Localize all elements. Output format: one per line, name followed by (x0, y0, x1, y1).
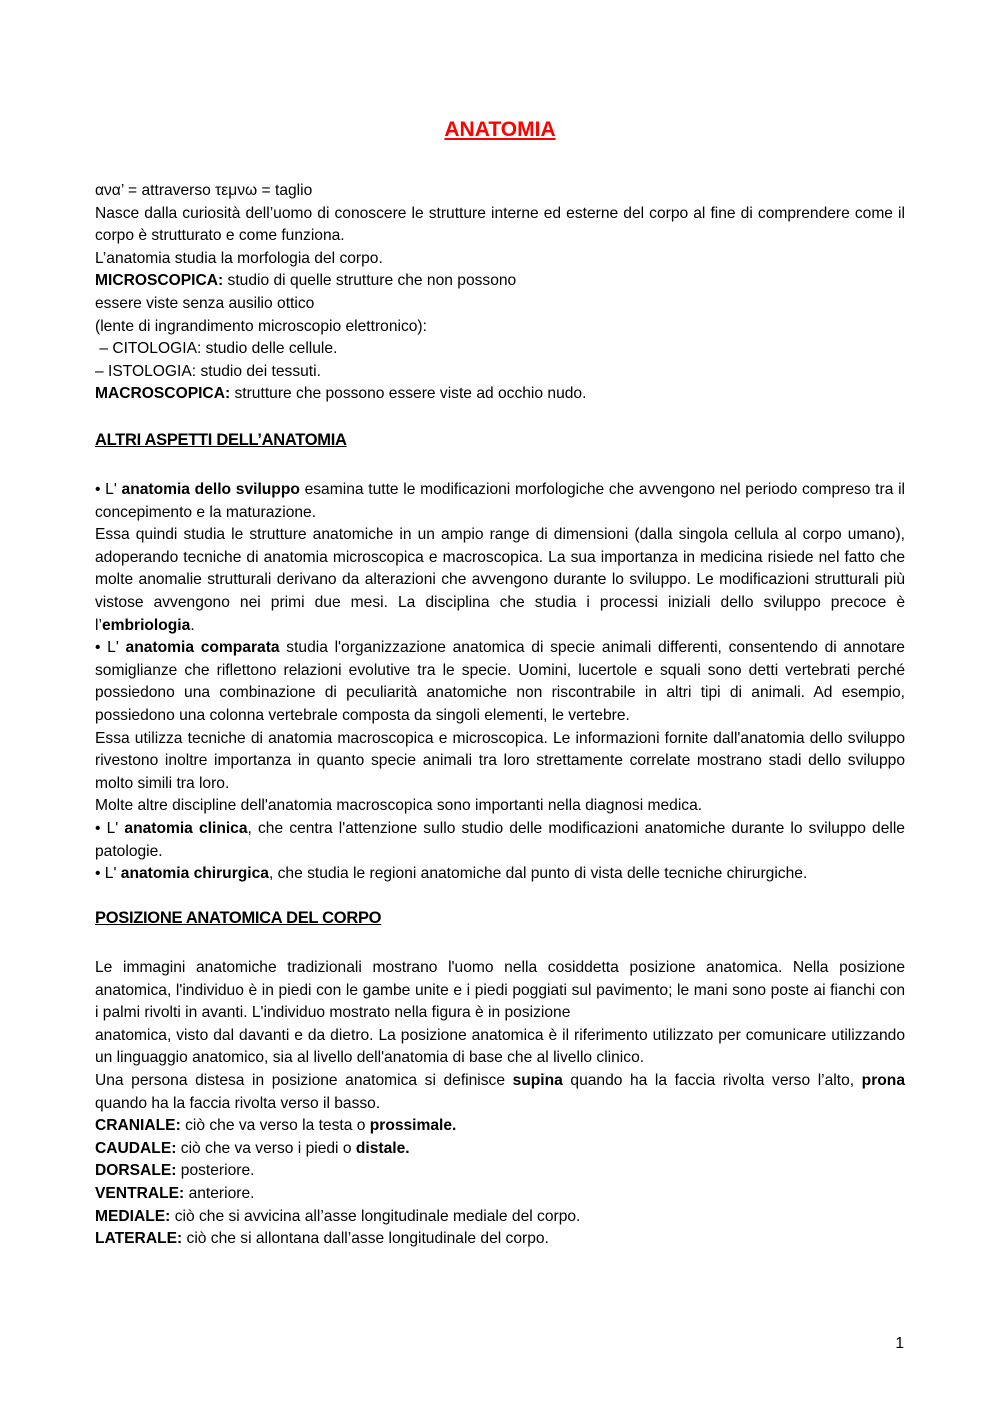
term-text: anteriore. (184, 1184, 255, 1202)
term-bold: prossimale. (369, 1117, 457, 1135)
paragraph-text: . (190, 616, 195, 634)
term-embriologia: embriologia (101, 616, 191, 634)
paragraph-anatomia-comparata (95, 637, 905, 727)
macroscopic-text: strutture che possono essere viste ad occhio nudo. (230, 385, 587, 403)
term-anatomia-chirurgica: anatomia chirurgica (120, 865, 269, 883)
microscopic-text: studio di quelle strutture che non possono (223, 272, 517, 290)
paragraph-text: quando ha la faccia rivolta verso l’alto, (562, 1071, 862, 1089)
paragraph-text: Essa quindi studia le strutture anatomiche in un ampio range di dimensioni (dalla singola cellula al corpo umano), adoperando tecniche di anatomia microscopica e macroscopica. La sua importanza in medicina risiede nel fatto che molte anomalie strutturali derivano da alterazioni che avvengono durante lo sviluppo. Le modificazioni strutturali più vistose avvengono nei primi due mesi. La disciplina che studia i processi iniziali dello sviluppo precoce è l’ (95, 526, 905, 634)
microscopic-text-3: (lente di ingrandimento microscopio elettronico): (95, 317, 427, 335)
paragraph-tecniche: Essa utilizza tecniche di anatomia macroscopica e microscopica. Le informazioni fornite dall'anatomia dello sviluppo rivestono inoltre importanza in quanto specie animali tra loro strettamente correlate mostrano stadi dello sviluppo molto simili tra loro. (95, 729, 905, 792)
posizione-section (95, 957, 905, 1251)
term-text: ciò che si avvicina all’asse longitudinale mediale del corpo. (170, 1207, 581, 1225)
term-label: VENTRALE: (95, 1184, 185, 1202)
term-label: LATERALE: (95, 1230, 183, 1248)
etymology-line: ανα’ = attraverso τεμνω = taglio (95, 182, 313, 199)
bullet: • L' (95, 639, 126, 657)
bullet: • L' (95, 865, 121, 883)
term-ventrale (95, 1183, 905, 1206)
bullet: • L' (95, 819, 125, 837)
paragraph-text: , che centra l'attenzione sullo studio delle modificazioni anatomiche durante lo sviluppo delle patologie. (95, 819, 905, 860)
paragraph-text: Una persona distesa in posizione anatomica si definisce (95, 1071, 513, 1089)
microscopic-text-2: essere viste senza ausilio ottico (95, 294, 315, 312)
citologia-item: – CITOLOGIA: studio delle cellule. (95, 340, 338, 358)
microscopic-definition (95, 270, 905, 293)
paragraph-diagnosi: Molte altre discipline dell'anatomia macroscopica sono importanti nella diagnosi medica. (95, 797, 703, 815)
term-text: ciò che va verso la testa o (180, 1117, 370, 1135)
term-laterale (95, 1228, 905, 1251)
paragraph-text: , che studia le regioni anatomiche dal punto di vista delle tecniche chirurgiche. (268, 865, 808, 883)
term-mediale (95, 1206, 905, 1229)
term-label: CRANIALE: (95, 1117, 181, 1135)
paragraph-anatomia-chirurgica (95, 863, 905, 886)
section-heading-posizione: POSIZIONE ANATOMICA DEL CORPO (95, 909, 382, 927)
paragraph-posizione-2: anatomica, visto dal davanti e da dietro. La posizione anatomica è il riferimento utilizzato per comunicare utilizzando un linguaggio anatomico, sia al livello dell'anatomia di base che al livello clinico. (95, 1026, 905, 1067)
microscopic-label: MICROSCOPICA: (95, 272, 224, 290)
istologia-item: – ISTOLOGIA: studio dei tessuti. (95, 362, 321, 380)
term-text: ciò che si allontana dall’asse longitudinale del corpo. (182, 1230, 549, 1248)
intro-paragraph: Nasce dalla curiosità dell’uomo di conoscere le strutture interne ed esterne del corpo al fine di comprendere come il corpo è strutturato e come funziona. (95, 204, 905, 245)
paragraph-posizione-1: Le immagini anatomiche tradizionali mostrano l'uomo nella cosiddetta posizione anatomica. Nella posizione anatomica, l'individuo è in piedi con le gambe unite e i piedi poggiati sul pavimento; le mani sono poste ai fianchi con i palmi rivolti in avanti. L'individuo mostrato nella figura è in posizione (95, 959, 905, 1022)
paragraph-anatomia-clinica (95, 818, 905, 863)
macroscopic-definition (95, 383, 905, 406)
term-caudale (95, 1138, 905, 1161)
page-number: 1 (895, 1335, 904, 1352)
paragraph-text: studia l'organizzazione anatomica di specie animali differenti, consentendo di annotare somiglianze che riflettono relazioni evolutive tra le specie. Uomini, lucertole e squali sono detti vertebrati perché possiedono una combinazione di peculiarità anatomiche non riscontrabile in altri tipi di animali. Ad esempio, possiedono una colonna vertebrale composta da singoli elementi, le vertebre. (95, 639, 905, 724)
term-label: DORSALE: (95, 1162, 177, 1180)
paragraph-text: quando ha la faccia rivolta verso il basso. (95, 1094, 381, 1112)
bullet: • L' (95, 481, 122, 498)
term-prona: prona (861, 1071, 905, 1089)
term-label: CAUDALE: (95, 1139, 177, 1157)
page-title: ANATOMIA (444, 118, 556, 141)
paragraph-embriologia (95, 524, 905, 637)
intro-section (95, 180, 905, 406)
altri-aspetti-section (95, 479, 905, 886)
term-text: ciò che va verso i piedi o (176, 1139, 356, 1157)
macroscopic-label: MACROSCOPICA: (95, 385, 231, 403)
paragraph-supina-prona (95, 1070, 905, 1115)
term-label: MEDIALE: (95, 1207, 171, 1225)
term-text: posteriore. (176, 1162, 255, 1180)
intro-morphology: L’anatomia studia la morfologia del corpo. (95, 249, 383, 267)
term-craniale (95, 1115, 905, 1138)
section-heading-altri-aspetti: ALTRI ASPETTI DELL’ANATOMIA (95, 431, 347, 449)
term-anatomia-comparata: anatomia comparata (125, 639, 280, 657)
term-supina: supina (512, 1071, 563, 1089)
paragraph-text: esamina tutte le modificazioni morfologiche che avvengono nel periodo compreso tra il concepimento e la maturazione. (95, 481, 906, 521)
term-dorsale (95, 1160, 905, 1183)
paragraph-anatomia-sviluppo (95, 479, 905, 524)
term-anatomia-clinica: anatomia clinica (124, 819, 248, 837)
term-bold: distale. (355, 1139, 410, 1157)
term-anatomia-sviluppo: anatomia dello sviluppo (121, 481, 300, 498)
